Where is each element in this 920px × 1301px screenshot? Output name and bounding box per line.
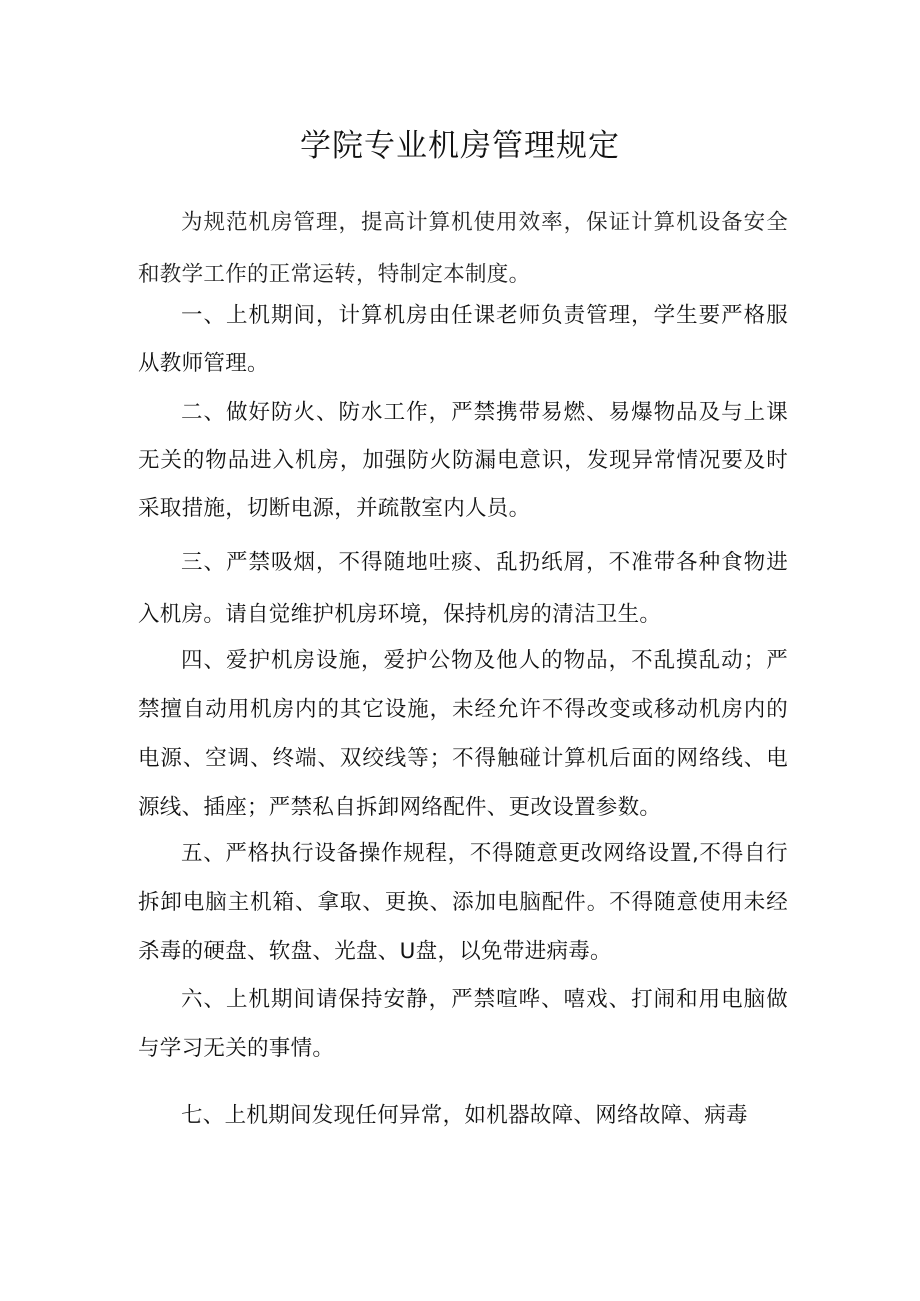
rule-4-paragraph: 四、爱护机房设施，爱护公物及他人的物品，不乱摸乱动；严禁擅自动用机房内的其它设施，未经允许不得改变或移动机房内的电源、空调、终端、双绞线等；不得触碰计算机后面的网络线、电源线、插座；严禁私自拆卸网络配件、更改设置参数。 [138, 648, 788, 820]
rule-3-paragraph: 三、严禁吸烟，不得随地吐痰、乱扔纸屑，不准带各种食物进入机房。请自觉维护机房环境，保持机房的清洁卫生。 [138, 550, 788, 627]
document-title: 学院专业机房管理规定 [300, 128, 620, 164]
rule-6-paragraph: 六、上机期间请保持安静，严禁喧哗、嘻戏、打闹和用电脑做与学习无关的事情。 [138, 987, 788, 1061]
rule-1-paragraph: 一、上机期间，计算机房由任课老师负责管理，学生要严格服从教师管理。 [138, 303, 788, 376]
intro-paragraph: 为规范机房管理，提高计算机使用效率，保证计算机设备安全和教学工作的正常运转，特制定本制度。 [138, 210, 788, 287]
rule-2-paragraph: 二、做好防火、防水工作，严禁携带易燃、易爆物品及与上课无关的物品进入机房，加强防火防漏电意识，发现异常情况要及时采取措施，切断电源，并疏散室内人员。 [138, 400, 788, 521]
rule-5-paragraph: 五、严格执行设备操作规程，不得随意更改网络设置,不得自行拆卸电脑主机箱、拿取、更换、添加电脑配件。不得随意使用未经杀毒的硬盘、软盘、光盘、U盘，以免带进病毒。 [138, 841, 788, 964]
rule-7-paragraph: 七、上机期间发现任何异常，如机器故障、网络故障、病毒 [181, 1103, 748, 1128]
